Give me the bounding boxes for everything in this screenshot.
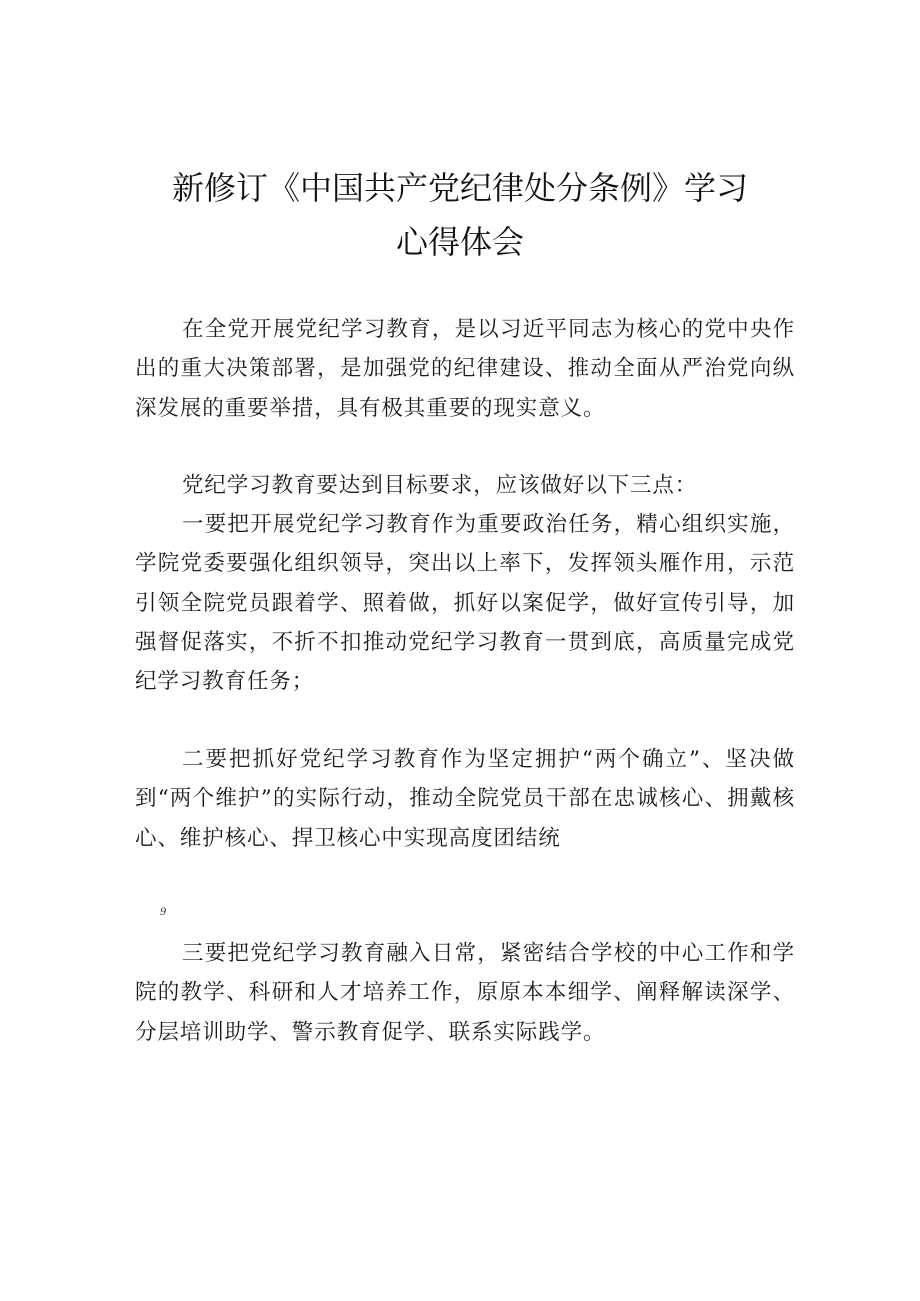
paragraph-three-points: 党纪学习教育要达到目标要求，应该做好以下三点： [182,473,698,498]
stray-mark: 9 [160,907,167,918]
paragraph-point-three: 三要把党纪学习教育融入日常，紧密结合学校的中心工作和学院的教学、科研和人才培养工作，原原本本细学、阐释解读深学、分层培训助学、警示教育促学、联系实际践学。 [135,941,795,1045]
paragraph-point-one: 一要把开展党纪学习教育作为重要政治任务，精心组织实施，学院党委要强化组织领导，突出以上率下，发挥领头雁作用，示范引领全院党员跟着学、照着做，抓好以案促学，做好宣传引导，加强督促落实，不折不扣推动党纪学习教育一贯到底，高质量完成党纪学习教育任务； [135,512,795,695]
document-title-line-2: 心得体会 [395,223,524,261]
paragraph-intro: 在全党开展党纪学习教育，是以习近平同志为核心的党中央作出的重大决策部署，是加强党的纪律建设、推动全面从严治党向纵深发展的重要举措，具有极其重要的现实意义。 [135,317,795,421]
document-title-line-1: 新修订《中国共产党纪律处分条例》学习 [171,169,748,207]
paragraph-point-two: 二要把抓好党纪学习教育作为坚定拥护“两个确立”、坚决做到“两个维护”的实际行动，推动全院党员干部在忠诚核心、拥戴核心、维护核心、捍卫核心中实现高度团结统 [135,747,795,851]
